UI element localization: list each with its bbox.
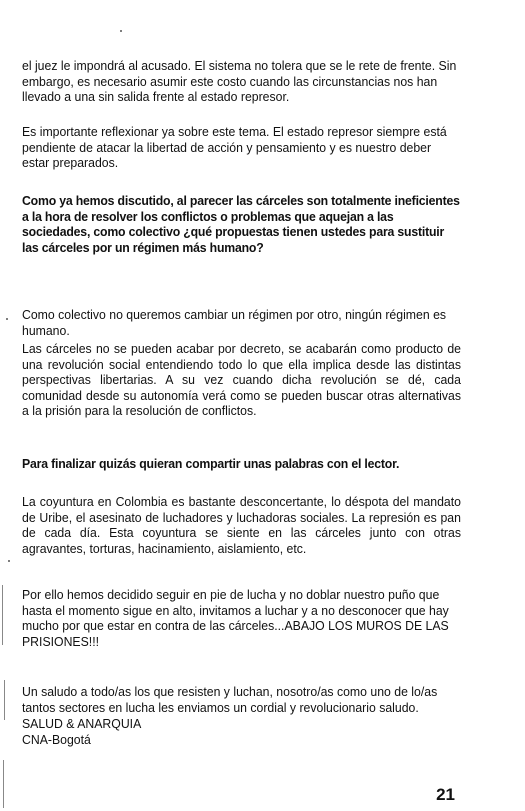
answer-paragraph-3: La coyuntura en Colombia es bastante desconcertante, lo déspota del mandato de Uribe, el asesinato de luchadores y luchadoras sociales. La represión es pan de cada día. Esta coyuntura se siente en las cárceles junto con otras agravantes, torturas, hacinamiento, aislamiento, etc. bbox=[22, 494, 461, 556]
signoff-salud: SALUD & ANARQUIA bbox=[22, 716, 142, 731]
paragraph-1: el juez le impondrá al acusado. El sistema no tolera que se le rete de frente. Sin embargo, es necesario asumir este costo cuando las circunstancias nos han llevado a una sin salida frente al estado represor. bbox=[22, 58, 457, 105]
scan-edge-mark bbox=[3, 760, 4, 808]
scan-speck bbox=[6, 318, 8, 320]
answer-paragraph-2: Las cárceles no se pueden acabar por decreto, se acabarán como producto de una revolución social entendiendo todo lo que ella implica desde las distintas perspectivas libertarias. A su vez cuando dicha revolución se dé, cada comunidad desde su autonomía verá como se pueden buscar otras alternativas a la prisión para la resolución de conflictos. bbox=[22, 341, 461, 419]
answer-paragraph-4: Por ello hemos decidido seguir en pie de lucha y no doblar nuestro puño que hasta el momento sigue en alto, invitamos a luchar y a no desconocer que hay mucho por que estar en contra de las cárceles...ABAJO LOS MUROS DE LAS PRISIONES!!! bbox=[22, 587, 449, 649]
question-paragraph: Como ya hemos discutido, al parecer las cárceles son totalmente ineficientes a la hora de resolver los conflictos o problemas que aquejan a las sociedades, como colectivo ¿qué propuestas tienen ustedes para sustituir las cárceles por un régimen más humano? bbox=[22, 193, 460, 255]
greeting-paragraph: Un saludo a todo/as los que resisten y luchan, nosotro/as como uno de lo/as tantos sectores en lucha les enviamos un cordial y revolucionario saludo. bbox=[22, 684, 438, 715]
scan-speck bbox=[8, 560, 10, 562]
signoff-author: CNA-Bogotá bbox=[22, 732, 91, 747]
scan-edge-mark bbox=[4, 680, 5, 720]
scan-speck bbox=[120, 30, 122, 32]
paragraph-2: Es importante reflexionar ya sobre este tema. El estado represor siempre está pendiente de atacar la libertad de acción y pensamiento y es nuestro deber estar preparados. bbox=[22, 124, 447, 171]
answer-paragraph-1: Como colectivo no queremos cambiar un régimen por otro, ningún régimen es humano. bbox=[22, 307, 447, 338]
page-number: 21 bbox=[436, 785, 455, 804]
question-closing: Para finalizar quizás quieran compartir unas palabras con el lector. bbox=[22, 456, 400, 471]
scan-edge-mark bbox=[2, 585, 3, 645]
